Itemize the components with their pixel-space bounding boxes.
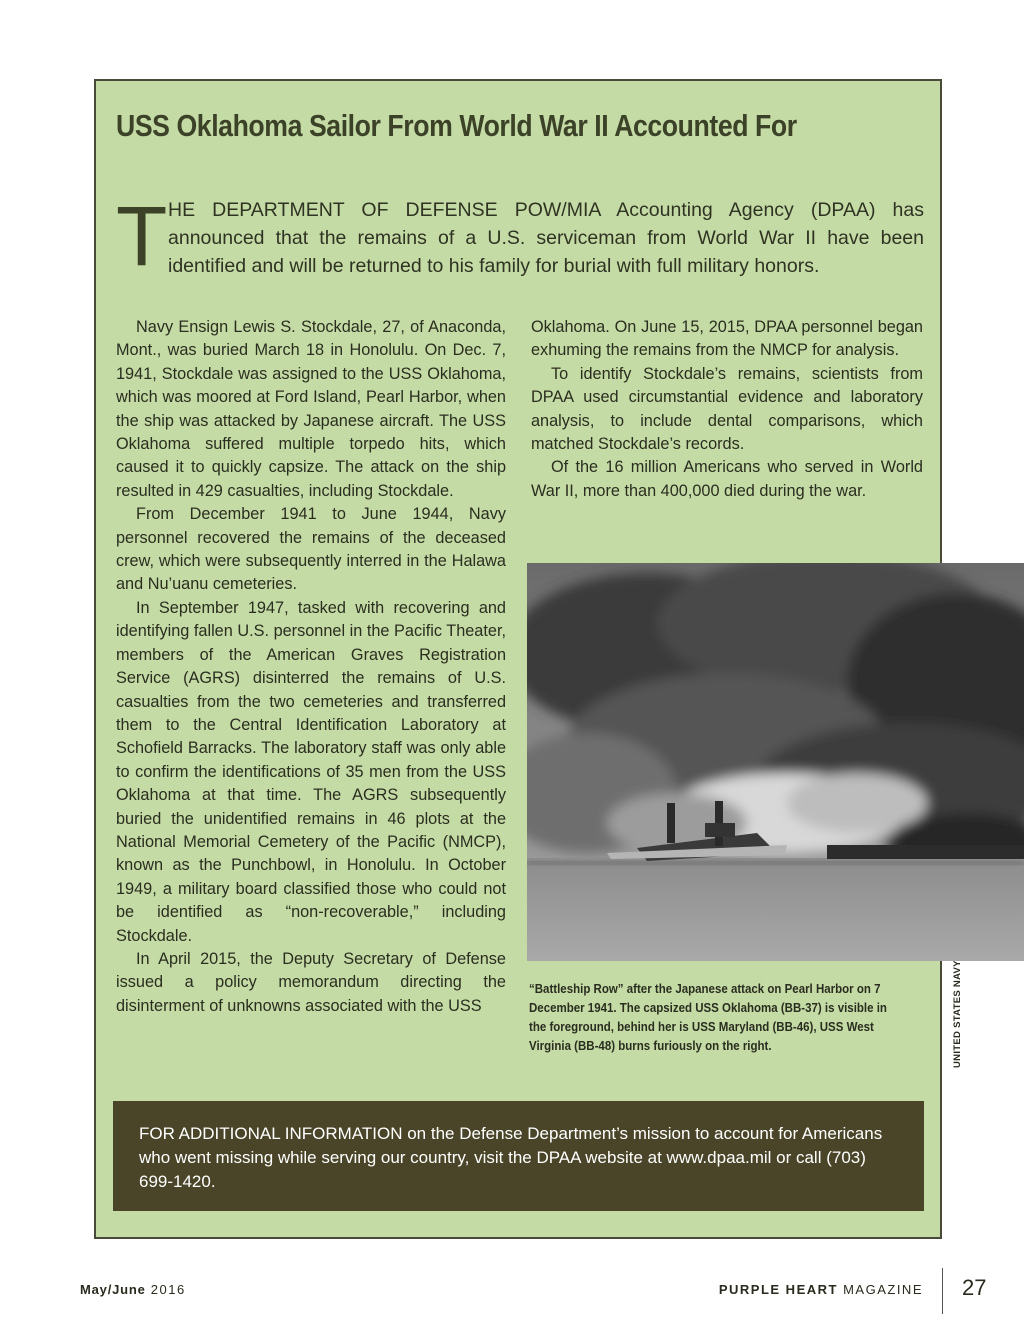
paragraph: Oklahoma. On June 15, 2015, DPAA personnel began exhuming the remains from the NMCP for analysis. bbox=[531, 318, 923, 360]
photo-caption: “Battleship Row” after the Japanese attack on Pearl Harbor on 7 December 1941. The capsized USS Oklahoma (BB-37) is visible in the foreground, behind her is USS Maryland (BB-46), USS West Virginia (BB-48) burns furiously on the right. bbox=[529, 982, 887, 1053]
info-box bbox=[113, 1101, 924, 1211]
paragraph: Of the 16 million Americans who served in World War II, more than 400,000 died during the war. bbox=[531, 458, 923, 500]
issue-date bbox=[80, 1282, 186, 1297]
photo-credit: UNITED STATES NAVY bbox=[952, 960, 963, 1068]
lede-text: HE DEPARTMENT OF DEFENSE POW/MIA Accounting Agency (DPAA) has announced that the remains of a U.S. serviceman from World War II have been identified and will be returned to his family for burial with full military honors. bbox=[168, 199, 924, 277]
article-title: USS Oklahoma Sailor From World War II Accounted For bbox=[116, 108, 797, 143]
paragraph: Navy Ensign Lewis S. Stockdale, 27, of Anaconda, Mont., was buried March 18 in Honolulu. On Dec. 7, 1941, Stockdale was assigned to the USS Oklahoma, which was moored at Ford Island, Pearl Harbor, when the ship was attacked by Japanese aircraft. The USS Oklahoma suffered multiple torpedo hits, which caused it to quickly capsize. The attack on the ship resulted in 429 casualties, including Stockdale. bbox=[116, 318, 506, 500]
drop-cap: T bbox=[116, 189, 168, 283]
magazine-name-bold: PURPLE HEART bbox=[718, 1282, 838, 1297]
magazine-name-rest: MAGAZINE bbox=[843, 1282, 923, 1297]
paragraph: In September 1947, tasked with recovering and identifying fallen U.S. personnel in the Pacific Theater, members of the American Graves Registration Service (AGRS) disinterred the remains of U.S. casualties from the two cemeteries and transferred them to the Central Identification Laboratory at Schofield Barracks. The laboratory staff was only able to confirm the identifications of 35 men from the USS Oklahoma at that time. The AGRS subsequently buried the unidentified remains in 46 plots at the National Memorial Cemetery of the Pacific (NMCP), known as the Punchbowl, in Honolulu. In October 1949, a military board classified those who could not be identified as “non-recoverable,” including Stockdale. bbox=[116, 598, 506, 945]
footer-divider bbox=[942, 1268, 943, 1314]
left-column bbox=[116, 316, 506, 1018]
info-text: FOR ADDITIONAL INFORMATION on the Defense Department’s mission to account for Americans who went missing while serving our country, visit the DPAA website at www.dpaa.mil or call (703) 699-1420. bbox=[139, 1124, 883, 1191]
battleship-row-photo bbox=[527, 563, 1024, 961]
paragraph: From December 1941 to June 1944, Navy personnel recovered the remains of the deceased crew, which were subsequently interred in the Halawa and Nu’uanu cemeteries. bbox=[116, 505, 506, 594]
page-number: 27 bbox=[962, 1275, 987, 1300]
issue-year: 2016 bbox=[150, 1282, 186, 1297]
magazine-name bbox=[719, 1282, 923, 1297]
paragraph: In April 2015, the Deputy Secretary of Defense issued a policy memorandum directing the disinterment of unknowns associated with the USS bbox=[116, 949, 506, 1015]
lede-block bbox=[116, 189, 924, 286]
issue-month: May/June bbox=[80, 1282, 146, 1297]
right-column bbox=[531, 316, 923, 503]
paragraph: To identify Stockdale’s remains, scientists from DPAA used circumstantial evidence and laboratory analysis, to include dental comparisons, which matched Stockdale’s records. bbox=[531, 364, 923, 454]
